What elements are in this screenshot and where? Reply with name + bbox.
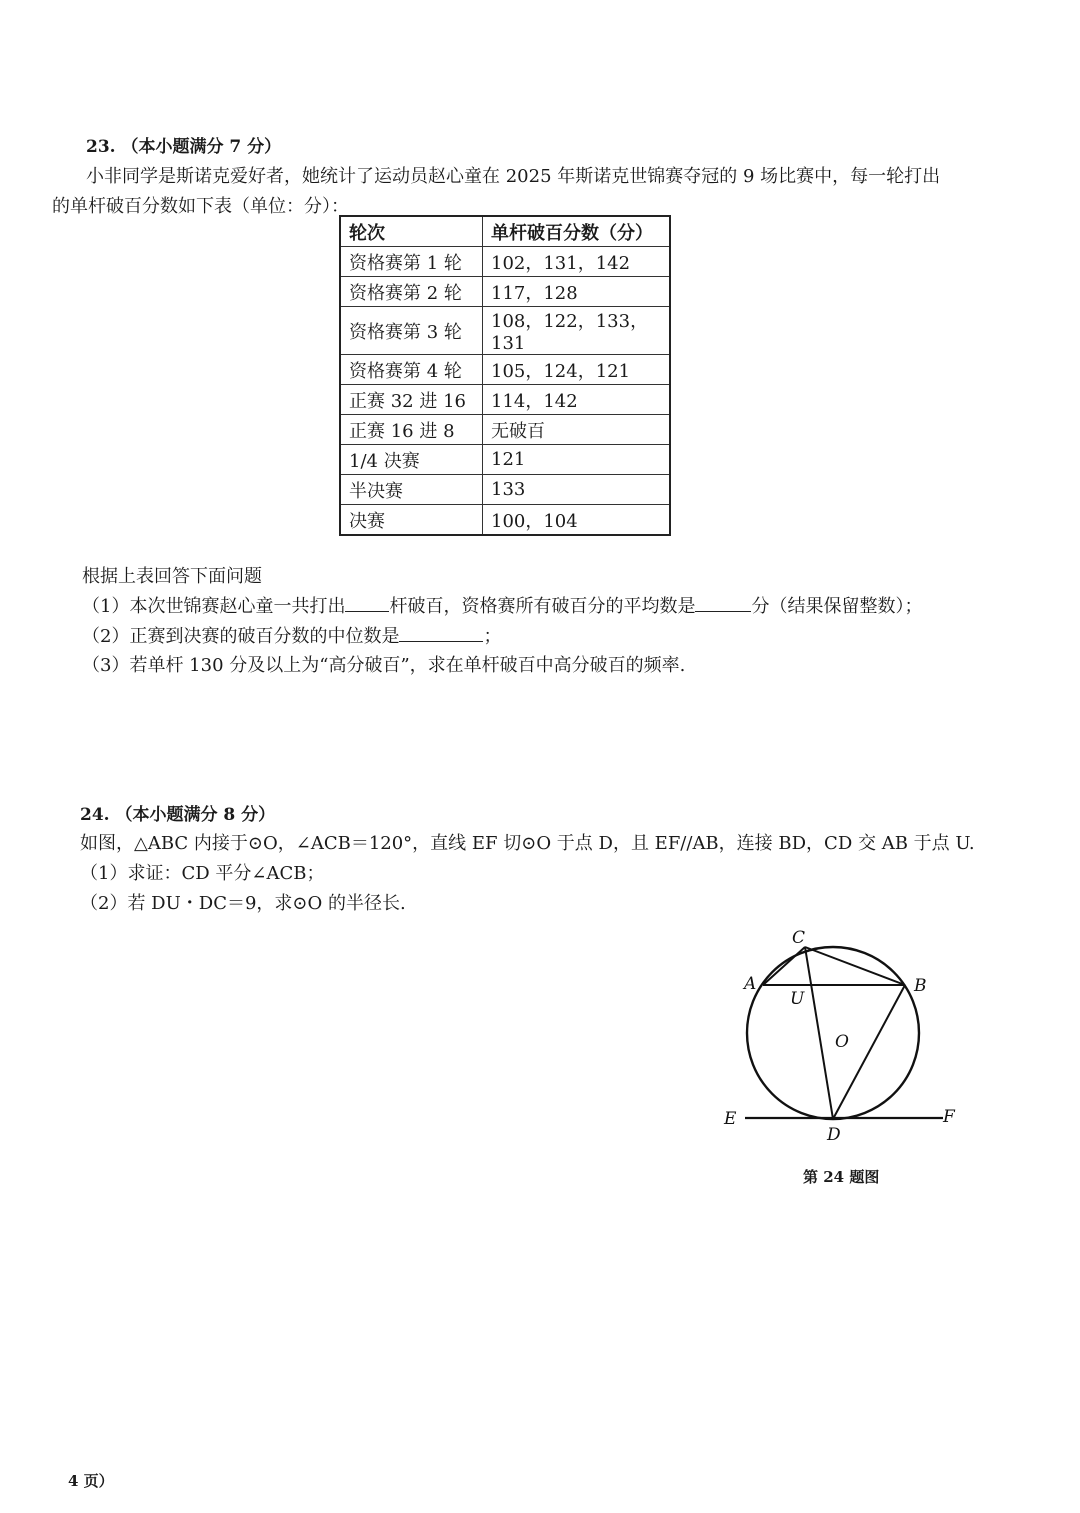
label-a: A [744, 974, 757, 994]
page-number: 4 页） [68, 1472, 114, 1490]
circle-o [747, 947, 919, 1119]
table-cell-scores: 114，142 [483, 385, 671, 415]
table-row [340, 277, 670, 307]
label-o: O [835, 1032, 849, 1052]
q23-sub2-text-a: （2）正赛到决赛的破百分数的中位数是 [82, 626, 400, 647]
label-c: C [792, 928, 806, 948]
label-b: B [914, 976, 927, 996]
q23-intro-line2: 的单杆破百分数如下表（单位：分）： [52, 196, 349, 217]
q23-sub1-text-c: 分（结果保留整数）； [751, 596, 923, 617]
geometry-figure [715, 925, 970, 1145]
q23-sub2 [82, 622, 501, 648]
table-cell-scores: 121 [483, 445, 671, 475]
q23-sub1-text-b: 杆破百，资格赛所有破百分的平均数是 [389, 596, 696, 617]
q24-heading: 24. （本小题满分 8 分） [80, 805, 276, 825]
table-row [340, 247, 670, 277]
q23-sub1 [82, 592, 922, 618]
q23-sub1-text-a: （1）本次世锦赛赵心童一共打出 [82, 596, 346, 617]
score-table [339, 215, 671, 536]
label-d: D [827, 1125, 841, 1145]
table-header-round: 轮次 [340, 216, 483, 247]
q24-sub2: （2）若 DU・DC＝9，求⊙O 的半径长. [80, 893, 406, 914]
table-row [340, 475, 670, 505]
table-cell-round: 资格赛第 1 轮 [340, 247, 483, 277]
q24-line1: 如图，△ABC 内接于⊙O，∠ACB＝120°，直线 EF 切⊙O 于点 D，且 EF//AB，连接 BD，CD 交 AB 于点 U. [80, 833, 975, 854]
segment-cb [805, 947, 905, 985]
table-cell-scores: 102，131，142 [483, 247, 671, 277]
table-row [340, 505, 670, 536]
table-cell-round: 半决赛 [340, 475, 483, 505]
table-cell-round: 1/4 决赛 [340, 445, 483, 475]
answer-blank-mean[interactable] [695, 593, 751, 612]
table-header-scores: 单杆破百分数（分） [483, 216, 671, 247]
table-cell-scores: 108，122，133，131 [483, 307, 671, 355]
table-row [340, 355, 670, 385]
table-row [340, 385, 670, 415]
segment-ca-inner [765, 947, 805, 983]
label-e: E [724, 1109, 737, 1129]
table-row [340, 415, 670, 445]
q24-sub1: （1）求证：CD 平分∠ACB； [80, 863, 325, 884]
table-cell-round: 正赛 32 进 16 [340, 385, 483, 415]
table-header-row [340, 216, 670, 247]
table-row [340, 307, 670, 355]
q23-sub3: （3）若单杆 130 分及以上为“高分破百”，求在单杆破百中高分破百的频率. [82, 655, 686, 676]
q23-intro-line1: 小非同学是斯诺克爱好者，她统计了运动员赵心童在 2025 年斯诺克世锦赛夺冠的 9 场比赛中，每一轮打出 [86, 166, 941, 187]
table-cell-round: 资格赛第 4 轮 [340, 355, 483, 385]
q23-sub2-text-b: ； [483, 626, 502, 647]
answer-blank-median[interactable] [399, 623, 483, 642]
table-cell-scores: 133 [483, 475, 671, 505]
table-cell-round: 资格赛第 3 轮 [340, 307, 483, 355]
table-cell-scores: 无破百 [483, 415, 671, 445]
table-row [340, 445, 670, 475]
figure-caption: 第 24 题图 [803, 1168, 880, 1186]
q23-prompt: 根据上表回答下面问题 [82, 566, 262, 587]
segment-cd [805, 947, 833, 1119]
table-cell-scores: 105，124，121 [483, 355, 671, 385]
table-cell-round: 正赛 16 进 8 [340, 415, 483, 445]
table-cell-round: 决赛 [340, 505, 483, 536]
label-u: U [790, 989, 805, 1009]
table-cell-round: 资格赛第 2 轮 [340, 277, 483, 307]
label-f: F [943, 1107, 955, 1127]
segment-bd [833, 985, 905, 1119]
answer-blank-count[interactable] [345, 593, 389, 612]
q23-heading: 23. （本小题满分 7 分） [86, 137, 282, 157]
table-cell-scores: 100，104 [483, 505, 671, 536]
table-cell-scores: 117，128 [483, 277, 671, 307]
